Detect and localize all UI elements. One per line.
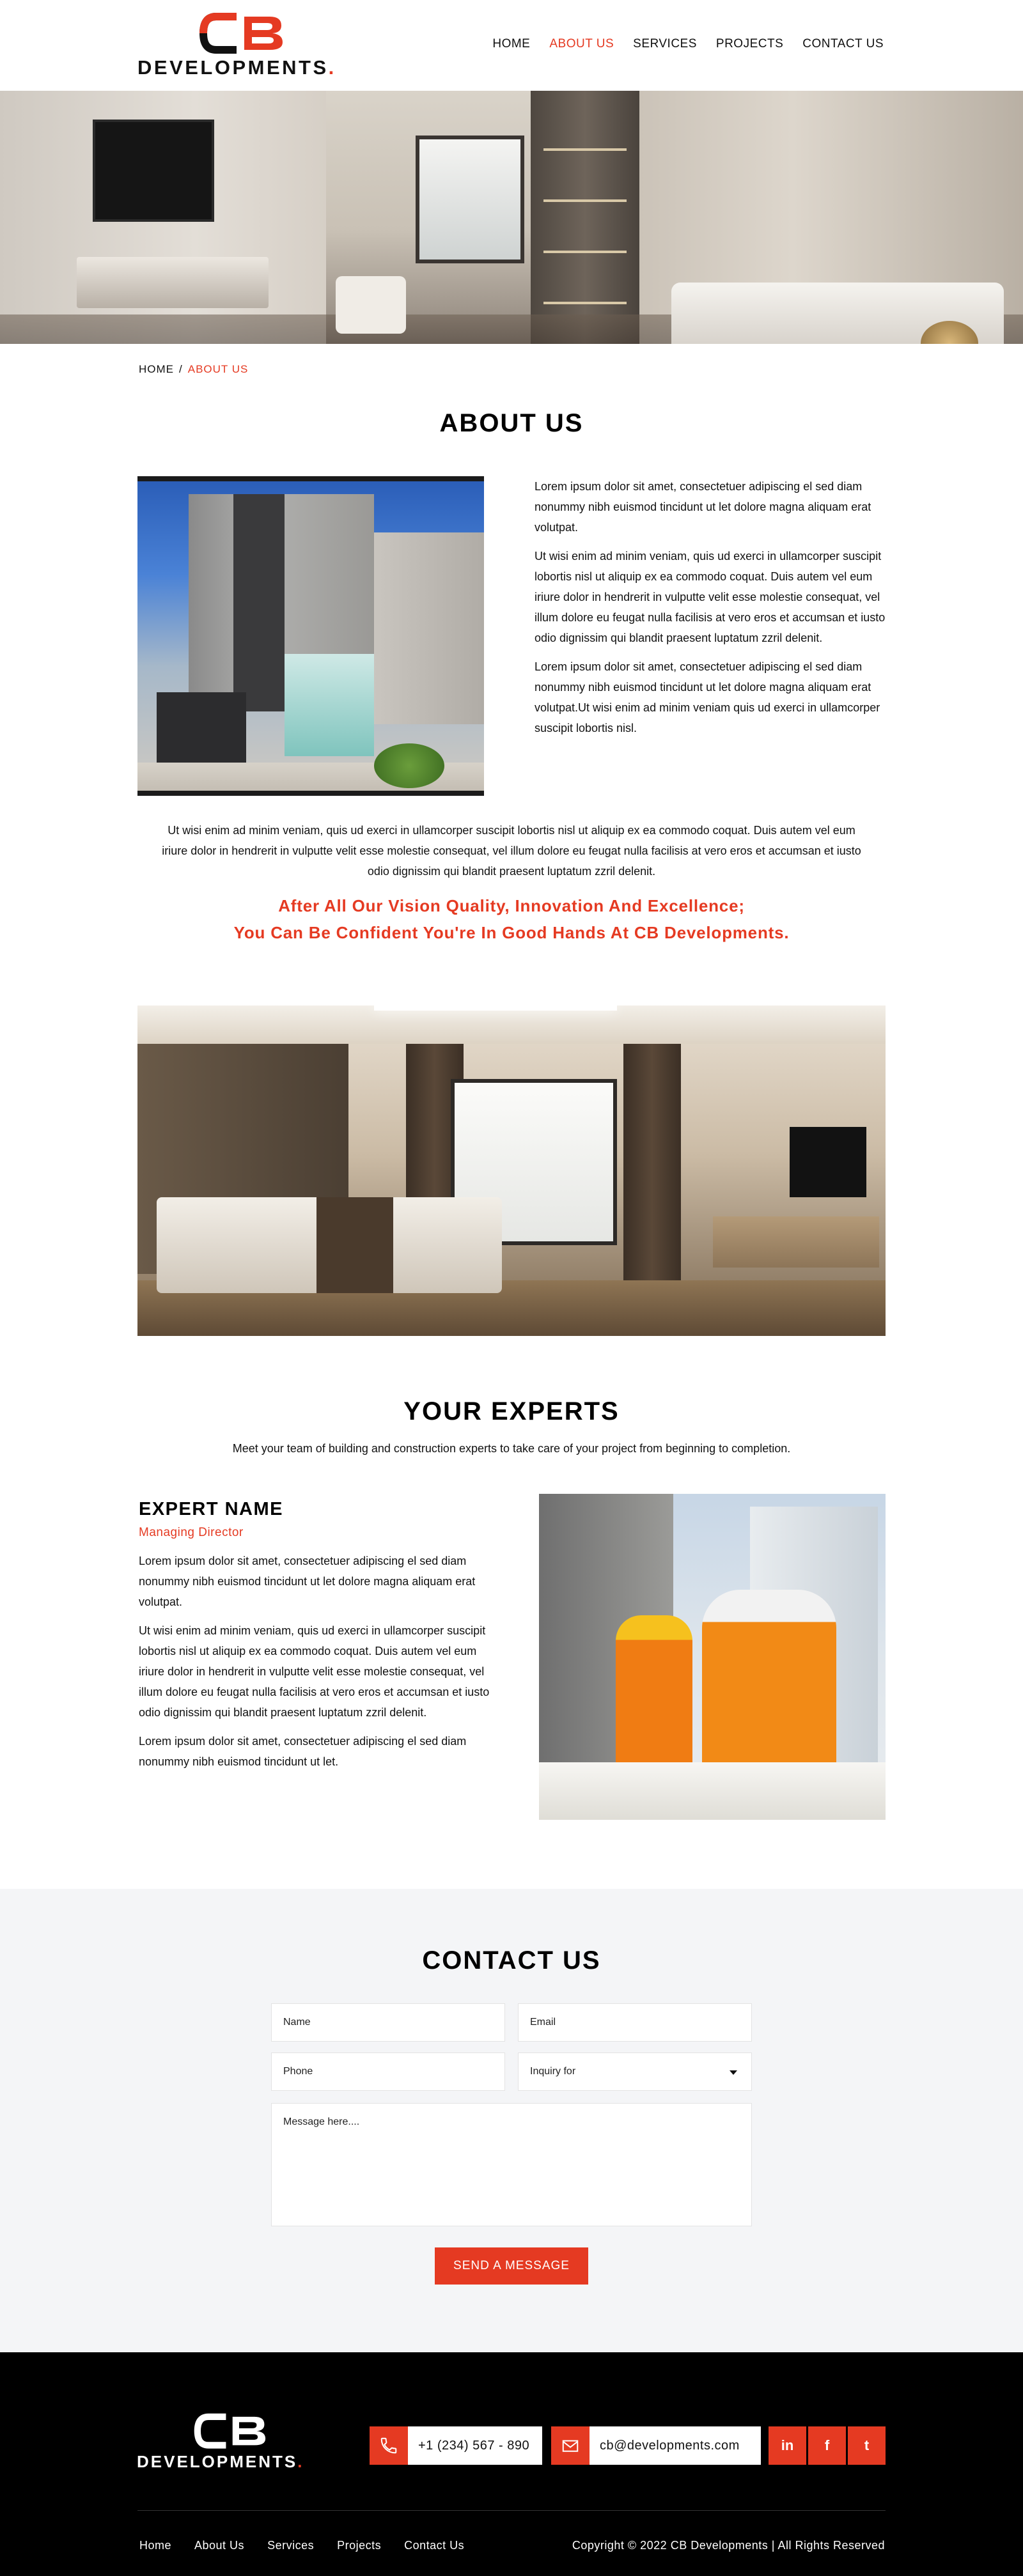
footer-email[interactable]: cb@developments.com [590,2426,761,2465]
phone-icon [370,2426,408,2465]
breadcrumb-current: ABOUT US [187,363,249,375]
tagline-line-2: You Can Be Confident You're In Good Hands At CB Developments. [233,923,790,942]
contact-title: CONTACT US [422,1946,601,1975]
linkedin-icon[interactable]: in [769,2426,806,2465]
footer-wordmark: DEVELOPMENTS. [137,2452,304,2471]
about-title: ABOUT US [439,409,584,437]
breadcrumb-home[interactable]: HOME [139,363,174,375]
footer-divider [137,2510,886,2511]
twitter-icon[interactable]: t [848,2426,886,2465]
breadcrumb-separator: / [179,363,183,375]
message-placeholder: Message here.... [283,2116,360,2127]
footer-link-about-us[interactable]: About Us [194,2539,245,2552]
nav-projects[interactable]: PROJECTS [715,37,784,50]
nav-services[interactable]: SERVICES [633,37,697,50]
cb-logo-mark-white [193,2412,270,2451]
bedroom-interior-image [137,1005,886,1336]
expert-paragraph: Lorem ipsum dolor sit amet, consectetuer adipiscing el sed diam nonummy nibh euismod tincidunt ut let dolore magna aliquam erat volutpat. [139,1555,476,1608]
experts-subtitle: Meet your team of building and construction experts to take care of your project from beginning to completion. [232,1442,791,1455]
main-nav [492,37,884,51]
phone-field[interactable] [271,2052,505,2091]
email-placeholder: Email [530,2017,556,2028]
facebook-icon[interactable]: f [808,2426,846,2465]
caret-down-icon [730,2070,737,2075]
expert-role: Managing Director [139,1526,244,1539]
inquiry-selected-value: Inquiry for [530,2066,576,2077]
message-field[interactable] [271,2103,752,2226]
brand-wordmark: DEVELOPMENTS. [137,56,336,79]
site-footer [0,2352,1023,2576]
name-field[interactable] [271,2003,505,2042]
footer-links [139,2539,464,2552]
nav-about-us[interactable]: ABOUT US [549,37,614,50]
expert-paragraph: Lorem ipsum dolor sit amet, consectetuer adipiscing el sed diam nonummy nibh euismod tincidunt ut let. [139,1735,467,1768]
about-text [535,476,886,747]
about-paragraph: Lorem ipsum dolor sit amet, consectetuer adipiscing el sed diam nonummy nibh euismod tincidunt ut let dolore magna aliquam erat volutpat.Ut wisi enim ad minim veniam quis ud exerci in ullamcorper suscipit lobortis nisl. [535,660,880,734]
nav-contact-us[interactable]: CONTACT US [802,37,884,50]
expert-bio [139,1551,497,1780]
footer-link-projects[interactable]: Projects [337,2539,382,2552]
inquiry-select[interactable] [518,2052,752,2091]
about-tagline [0,892,1023,946]
footer-link-home[interactable]: Home [139,2539,172,2552]
footer-link-services[interactable]: Services [267,2539,315,2552]
house-exterior-image [137,476,484,796]
footer-link-contact-us[interactable]: Contact Us [404,2539,465,2552]
about-wide-paragraph: Ut wisi enim ad minim veniam, quis ud exerci in ullamcorper suscipit lobortis nisl ut aliquip ex ea commodo coquat. Duis autem vel eum iriure dolor in hendrerit in vulputte velit esse molestie consequat, vel illum dolore eu feugat nulla facilisis at vero eros et accumsan et iusto odio dignissim qui blandit praesent luptatum zzril delenit. [162,824,861,878]
nav-home[interactable]: HOME [492,37,531,50]
copyright-text: Copyright © 2022 CB Developments | All Rights Reserved [572,2539,885,2552]
email-icon [551,2426,590,2465]
brand-logo[interactable] [137,12,348,82]
cb-logo-mark [198,12,288,56]
breadcrumb [139,363,248,376]
hero-banner-image [0,91,1023,344]
tagline-line-1: After All Our Vision Quality, Innovation And Excellence; [278,896,745,915]
experts-title: YOUR EXPERTS [403,1397,620,1425]
about-paragraph: Ut wisi enim ad minim veniam, quis ud exerci in ullamcorper suscipit lobortis nisl ut aliquip ex ea commodo coquat. Duis autem vel eum iriure dolor in hendrerit in vulputte velit esse molestie consequat, vel illum dolore eu feugat nulla facilisis at vero eros et accumsan et iusto odio dignissim qui blandit praesent luptatum zzril delenit. [535,550,886,644]
send-message-button[interactable]: SEND A MESSAGE [435,2247,588,2285]
email-field[interactable] [518,2003,752,2042]
about-paragraph: Lorem ipsum dolor sit amet, consectetuer adipiscing el sed diam nonummy nibh euismod tincidunt ut let dolore magna aliquam erat volutpat. [535,480,871,534]
name-placeholder: Name [283,2017,311,2028]
construction-experts-image [539,1494,886,1820]
expert-paragraph: Ut wisi enim ad minim veniam, quis ud exerci in ullamcorper suscipit lobortis nisl ut aliquip ex ea commodo coquat. Duis autem vel eum iriure dolor in hendrerit in vulputte velit esse molestie consequat, vel illum dolore eu feugat nulla facilisis at vero eros et accumsan et iusto odio dignissim qui blandit praesent luptatum zzril delenit. [139,1624,490,1719]
phone-placeholder: Phone [283,2066,313,2077]
expert-name: EXPERT NAME [139,1499,283,1519]
site-header [0,0,1023,91]
footer-phone[interactable]: +1 (234) 567 - 890 [408,2426,542,2465]
footer-logo[interactable] [137,2412,329,2474]
